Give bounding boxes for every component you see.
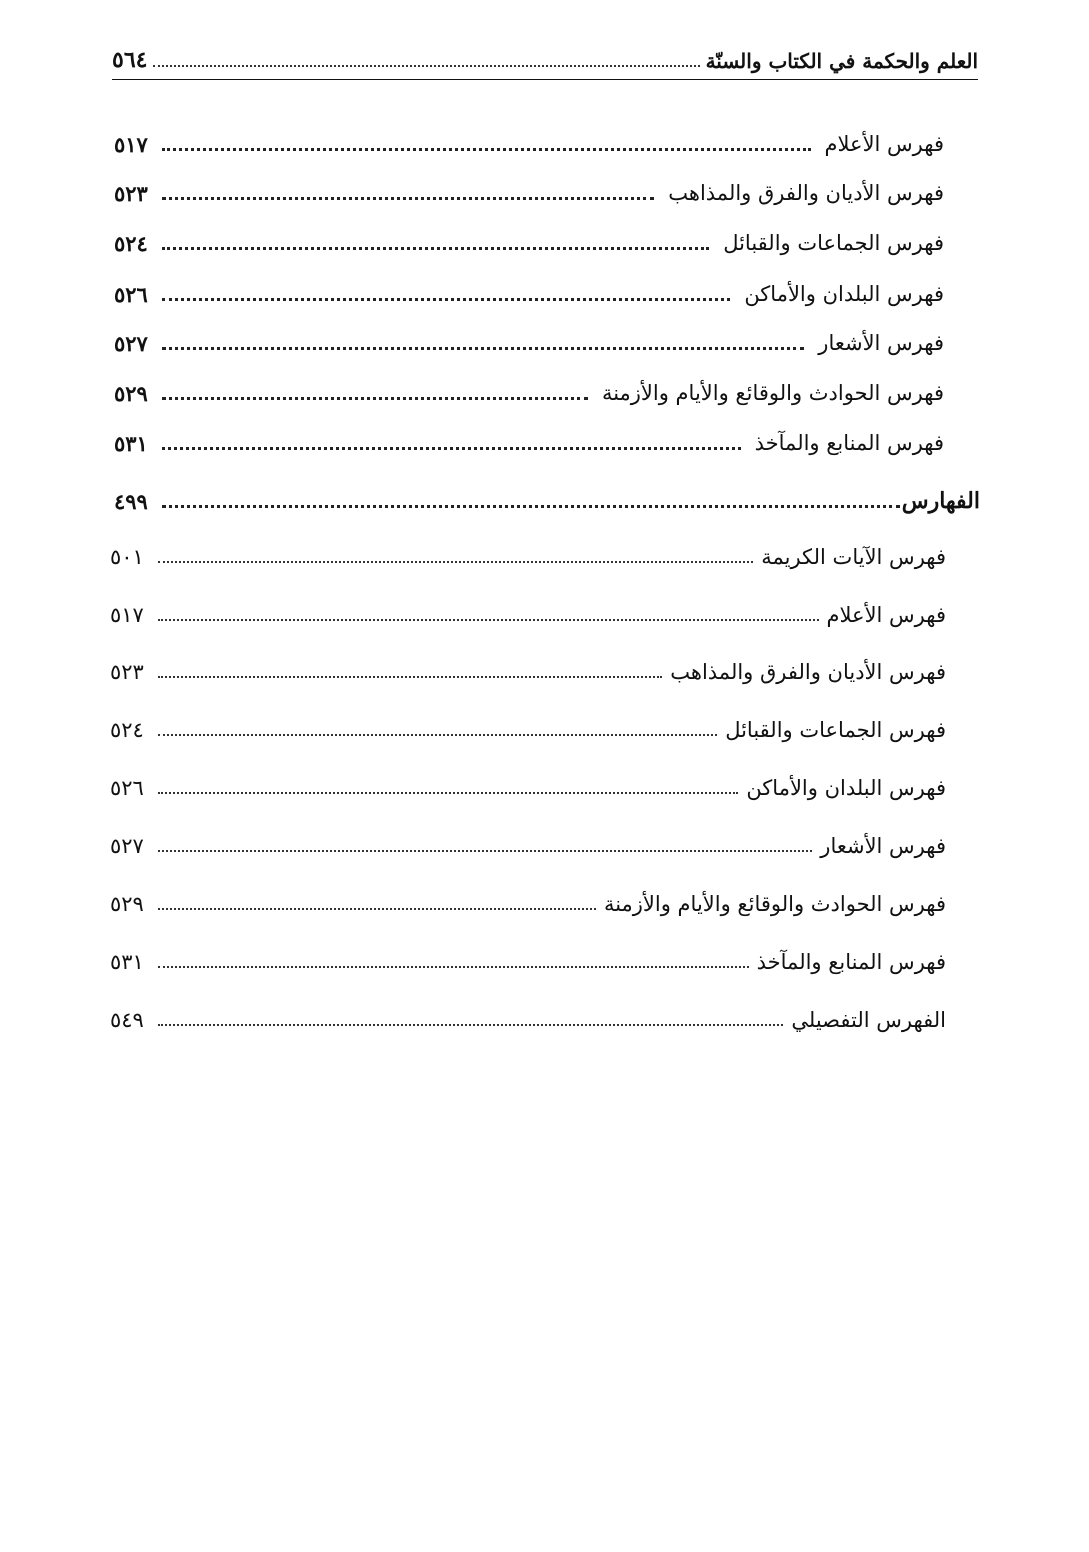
toc-entry-title: فهرس الجماعات والقبائل bbox=[723, 231, 944, 255]
toc-entry[interactable] bbox=[110, 710, 946, 750]
toc-entry-page: ٥٢٦ bbox=[110, 776, 144, 800]
toc-entry-page: ٥١٧ bbox=[110, 603, 144, 627]
toc-entry-page: ٥٤٩ bbox=[110, 1008, 144, 1032]
dot-leader bbox=[158, 619, 819, 621]
toc-entry[interactable] bbox=[110, 595, 946, 635]
toc-entry-page: ٥٢٤ bbox=[110, 718, 144, 742]
toc-entry-title: فهرس الأديان والفرق والمذاهب bbox=[668, 181, 944, 205]
toc-entry[interactable] bbox=[110, 537, 946, 577]
toc-entry[interactable] bbox=[110, 652, 946, 692]
toc-entry-title: فهرس المنابع والمآخذ bbox=[756, 950, 946, 974]
dot-leader bbox=[158, 966, 749, 968]
toc-entry-title: فهرس البلدان والأماكن bbox=[744, 282, 944, 306]
toc-entry[interactable] bbox=[110, 942, 946, 982]
toc-entry-title: فهرس الحوادث والوقائع والأيام والأزمنة bbox=[603, 892, 946, 916]
toc-entry-page: ٥٢٤ bbox=[114, 230, 148, 256]
toc-entry-page: ٥٢٩ bbox=[114, 380, 148, 406]
dot-leader bbox=[158, 908, 596, 910]
toc-entry-title: فهرس الأشعار bbox=[818, 331, 944, 355]
toc-entry[interactable] bbox=[110, 826, 946, 866]
dot-leader bbox=[162, 197, 654, 200]
toc-entry-page: ٥٠١ bbox=[110, 545, 144, 569]
dot-leader bbox=[162, 247, 709, 250]
toc-entry[interactable] bbox=[114, 124, 944, 164]
toc-entry[interactable] bbox=[114, 274, 944, 314]
toc-entry[interactable] bbox=[110, 1000, 946, 1040]
dot-leader bbox=[162, 298, 730, 301]
toc-entry-page: ٥٢٧ bbox=[110, 834, 144, 858]
toc-entry[interactable] bbox=[110, 768, 946, 808]
toc-entry-title: فهرس الحوادث والوقائع والأيام والأزمنة bbox=[601, 381, 944, 405]
header-dot-leader bbox=[153, 65, 699, 67]
dot-leader bbox=[162, 397, 588, 400]
toc-entry-page: ٥٢٦ bbox=[114, 281, 148, 307]
toc-entry-page: ٥٣١ bbox=[114, 430, 148, 456]
toc-entry[interactable] bbox=[114, 173, 944, 213]
toc-entry-title: الفهرس التفصيلي bbox=[791, 1008, 946, 1032]
toc-entry[interactable] bbox=[114, 223, 944, 263]
toc-entry-page: ٥١٧ bbox=[114, 131, 148, 157]
page-number: ٥٦٤ bbox=[112, 47, 148, 73]
toc-entry[interactable] bbox=[110, 884, 946, 924]
dot-leader bbox=[158, 850, 812, 852]
dot-leader bbox=[158, 676, 662, 678]
toc-entry-title: فهرس الأعلام bbox=[826, 603, 946, 627]
running-title: العلم والحكمة في الكتاب والسنّة bbox=[705, 49, 978, 73]
toc-section-title: الفهارس bbox=[901, 488, 980, 514]
toc-entry-page: ٥٣١ bbox=[110, 950, 144, 974]
dot-leader bbox=[162, 148, 811, 151]
toc-entry-page: ٥٢٣ bbox=[114, 180, 148, 206]
toc-entry-title: فهرس الأديان والفرق والمذاهب bbox=[670, 660, 946, 684]
dot-leader bbox=[158, 1024, 784, 1026]
toc-entry[interactable] bbox=[114, 373, 944, 413]
toc-entry-page: ٥٢٧ bbox=[114, 330, 148, 356]
toc-entry[interactable] bbox=[114, 423, 944, 463]
dot-leader bbox=[162, 505, 900, 508]
toc-entry[interactable] bbox=[114, 323, 944, 363]
toc-entry-title: فهرس الأشعار bbox=[820, 834, 946, 858]
dot-leader bbox=[158, 561, 753, 563]
toc-entry-title: فهرس الجماعات والقبائل bbox=[725, 718, 946, 742]
toc-entry-page: ٥٢٣ bbox=[110, 660, 144, 684]
toc-section-heading[interactable] bbox=[114, 481, 980, 521]
toc-entry-title: فهرس الأعلام bbox=[824, 132, 944, 156]
dot-leader bbox=[158, 792, 738, 794]
page-header bbox=[112, 40, 978, 80]
toc-entry-title: فهرس الآيات الكريمة bbox=[761, 545, 946, 569]
dot-leader bbox=[162, 347, 804, 350]
dot-leader bbox=[162, 447, 741, 450]
toc-section-page: ٤٩٩ bbox=[114, 488, 148, 514]
toc-entry-title: فهرس المنابع والمآخذ bbox=[754, 431, 944, 455]
dot-leader bbox=[158, 734, 717, 736]
toc-entry-page: ٥٢٩ bbox=[110, 892, 144, 916]
toc-entry-title: فهرس البلدان والأماكن bbox=[746, 776, 946, 800]
